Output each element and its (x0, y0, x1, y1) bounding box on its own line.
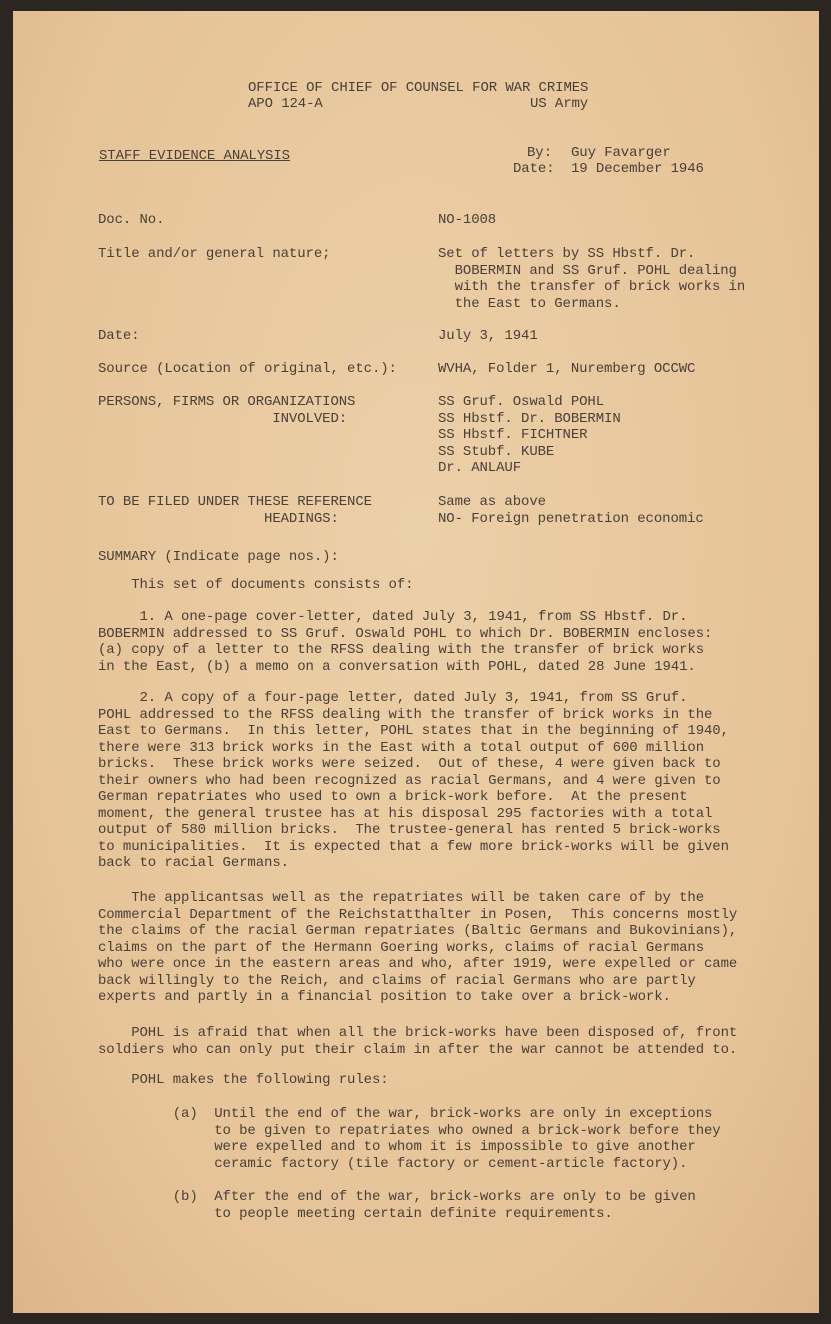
field-label (98, 212, 164, 229)
paragraph-line: to people meeting certain definite requirements. (98, 1205, 613, 1222)
paragraph-line: POHL addressed to the RFSS dealing with the transfer of brick works in the (98, 706, 713, 723)
paragraph-line: moment, the general trustee has at his disposal 295 factories with a total (98, 805, 713, 822)
field-value-line: Dr. ANLAUF (438, 460, 522, 476)
paragraph-line: to municipalities. It is expected that a few more brick-works will be given (98, 838, 729, 855)
field-value (438, 361, 695, 378)
field-label-line: PERSONS, FIRMS OR ORGANIZATIONS (98, 394, 356, 410)
paragraph (98, 609, 712, 675)
field-value-line: NO-1008 (438, 212, 497, 228)
paragraph-line: to be given to repatriates who owned a brick-work before they (98, 1122, 721, 1139)
paragraph-line: This set of documents consists of: (98, 577, 414, 593)
field-value-line: SS Hbstf. Dr. BOBERMIN (438, 410, 621, 427)
field-label (98, 394, 355, 427)
field-label-line: Date: (98, 328, 140, 344)
paragraph-line: claims on the part of the Hermann Goering works, claims of racial Germans (98, 939, 705, 956)
paragraph-line: BOBERMIN addressed to SS Gruf. Oswald POHL to which Dr. BOBERMIN encloses: (98, 625, 713, 642)
paragraph (98, 690, 729, 872)
paragraph-line: Commercial Department of the Reichstatthalter in Posen, This concerns mostly (98, 906, 738, 923)
apo-number: APO 124-A (248, 96, 323, 112)
paragraph-line: who were once in the eastern areas and who, after 1919, were expelled or came (98, 956, 738, 972)
paragraph-line: (b) After the end of the war, brick-works are only to be given (98, 1189, 696, 1205)
field-value-line: SS Gruf. Oswald POHL (438, 394, 605, 410)
field-label (98, 494, 372, 527)
paragraph (98, 890, 737, 1006)
paragraph-line: back willingly to the Reich, and claims of racial Germans who are partly (98, 972, 696, 989)
field-value-line: WVHA, Folder 1, Nuremberg OCCWC (438, 361, 696, 377)
paragraph (98, 1072, 389, 1089)
field-value (438, 328, 538, 345)
paragraph-line: output of 580 million bricks. The trustee-general has rented 5 brick-works (98, 822, 721, 838)
paragraph-line: POHL is afraid that when all the brick-works have been disposed of, front (98, 1025, 738, 1041)
field-value-line: BOBERMIN and SS Gruf. POHL dealing (438, 262, 737, 279)
field-label (98, 361, 397, 378)
field-value-line: July 3, 1941 (438, 328, 538, 344)
field-value-line: SS Hbstf. FICHTNER (438, 427, 588, 443)
paragraph-line: the claims of the racial German repatriates (Baltic Germans and Bukovinians), (98, 923, 738, 939)
by-label: By: (527, 145, 552, 161)
field-label (98, 328, 140, 345)
field-label-line: HEADINGS: (98, 510, 339, 527)
field-label-line: Doc. No. (98, 212, 165, 228)
field-value-line: with the transfer of brick works in (438, 279, 746, 295)
field-value-line: SS Stubf. KUBE (438, 443, 555, 460)
paragraph-line: East to Germans. In this letter, POHL states that in the beginning of 1940, (98, 723, 729, 739)
by-value: Guy Favarger (571, 145, 671, 161)
field-value-line: Set of letters by SS Hbstf. Dr. (438, 246, 696, 262)
paragraph-line: POHL makes the following rules: (98, 1072, 389, 1088)
paragraph-line: The applicantsas well as the repatriates will be taken care of by the (98, 890, 705, 906)
paragraph-line: in the East, (b) a memo on a conversation with POHL, dated 28 June 1941. (98, 658, 696, 675)
army-label: US Army (530, 96, 589, 112)
paragraph-line: bricks. These brick works were seized. Out of these, 4 were given back to (98, 756, 721, 772)
field-label (98, 246, 330, 263)
paragraph-line: experts and partly in a financial position to take over a brick-work. (98, 989, 671, 1005)
paragraph-line: ceramic factory (tile factory or cement-article factory). (98, 1155, 688, 1172)
field-value (438, 394, 621, 477)
field-value (438, 246, 745, 312)
field-value (438, 212, 496, 229)
office-heading: OFFICE OF CHIEF OF COUNSEL FOR WAR CRIMES (248, 80, 589, 96)
paragraph-line: 2. A copy of a four-page letter, dated July 3, 1941, from SS Gruf. (98, 690, 688, 706)
date-label: Date: (513, 161, 555, 177)
field-label-line: TO BE FILED UNDER THESE REFERENCE (98, 494, 372, 510)
paragraph-line: were expelled and to whom it is impossible to give another (98, 1139, 696, 1155)
paragraph-line: soldiers who can only put their claim in after the war cannot be attended to. (98, 1041, 738, 1058)
paragraph (98, 1025, 737, 1058)
field-value-line: NO- Foreign penetration economic (438, 510, 704, 527)
paragraph-line: (a) copy of a letter to the RFSS dealing with the transfer of brick works (98, 642, 705, 658)
paragraph-line: there were 313 brick works in the East with a total output of 600 million (98, 739, 705, 756)
field-label-line: INVOLVED: (98, 410, 348, 427)
paragraph (98, 577, 413, 594)
field-value-line: the East to Germans. (438, 295, 621, 312)
paragraph-line: 1. A one-page cover-letter, dated July 3, 1941, from SS Hbstf. Dr. (98, 609, 688, 625)
document-title: STAFF EVIDENCE ANALYSIS (99, 148, 290, 164)
paragraph-line: German repatriates who used to own a brick-work before. At the present (98, 789, 688, 805)
field-value (438, 494, 704, 527)
field-label-line: Source (Location of original, etc.): (98, 361, 397, 377)
paragraph (98, 1189, 696, 1222)
field-value-line: Same as above (438, 494, 546, 510)
field-label-line: Title and/or general nature; (98, 246, 331, 262)
paragraph (98, 1106, 721, 1172)
summary-heading: SUMMARY (Indicate page nos.): (98, 549, 339, 565)
paragraph-line: their owners who had been recognized as racial Germans, and 4 were given to (98, 772, 721, 789)
paragraph-line: (a) Until the end of the war, brick-works are only in exceptions (98, 1106, 713, 1122)
date-value: 19 December 1946 (571, 161, 704, 177)
paragraph-line: back to racial Germans. (98, 855, 289, 871)
